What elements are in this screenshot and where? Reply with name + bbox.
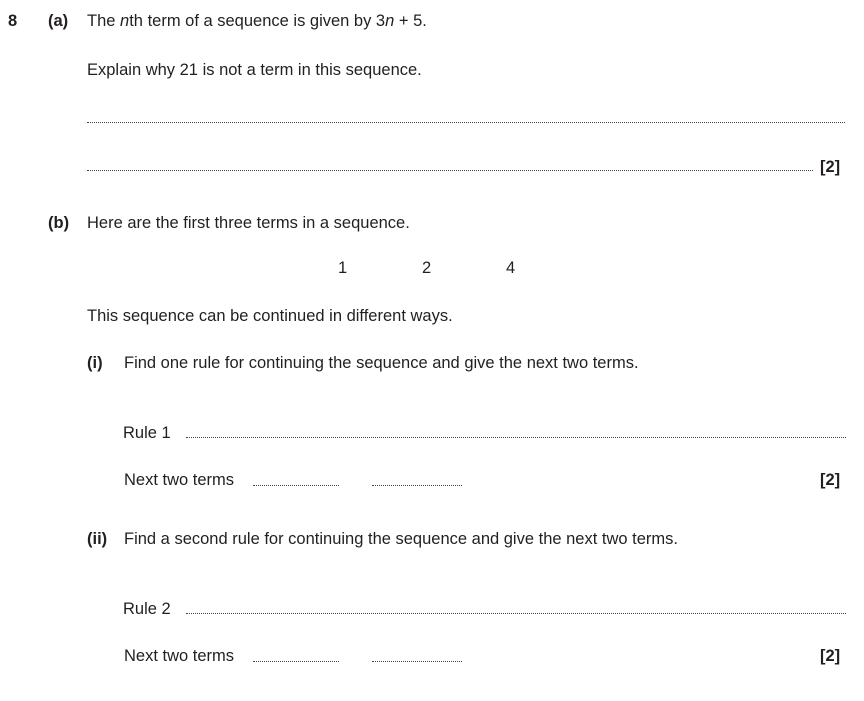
part-bi-marks: [2] (820, 471, 841, 489)
rule-1-label: Rule 1 (123, 424, 171, 442)
part-a-prompt: Explain why 21 is not a term in this sequence. (87, 61, 422, 79)
part-b-continuation: This sequence can be continued in different ways. (87, 307, 453, 325)
part-a-label: (a) (48, 12, 69, 30)
rule-2-label: Rule 2 (123, 600, 171, 618)
answer-line-a2[interactable] (87, 170, 813, 171)
sequence-term-1: 1 (338, 259, 348, 277)
question-number: 8 (8, 12, 18, 30)
rule-1-answer-line[interactable] (186, 437, 846, 438)
part-bii-label: (ii) (87, 530, 108, 548)
sequence-term-3: 4 (506, 259, 516, 277)
next-term-1a-line[interactable] (253, 485, 339, 486)
part-bi-text: Find one rule for continuing the sequence and give the next two terms. (124, 354, 639, 372)
part-a-marks: [2] (820, 158, 841, 176)
part-bii-text: Find a second rule for continuing the sequence and give the next two terms. (124, 530, 678, 548)
part-b-label: (b) (48, 214, 70, 232)
part-bii-marks: [2] (820, 647, 841, 665)
part-bi-label: (i) (87, 354, 103, 372)
next-terms-2-label: Next two terms (124, 647, 235, 665)
next-terms-1-label: Next two terms (124, 471, 235, 489)
part-a-stem: The nth term of a sequence is given by 3n + 5. (87, 12, 427, 30)
next-term-2a-line[interactable] (253, 661, 339, 662)
part-b-intro: Here are the first three terms in a sequence. (87, 214, 410, 232)
next-term-1b-line[interactable] (372, 485, 462, 486)
next-term-2b-line[interactable] (372, 661, 462, 662)
rule-2-answer-line[interactable] (186, 613, 846, 614)
answer-line-a1[interactable] (87, 122, 845, 123)
sequence-term-2: 2 (422, 259, 432, 277)
